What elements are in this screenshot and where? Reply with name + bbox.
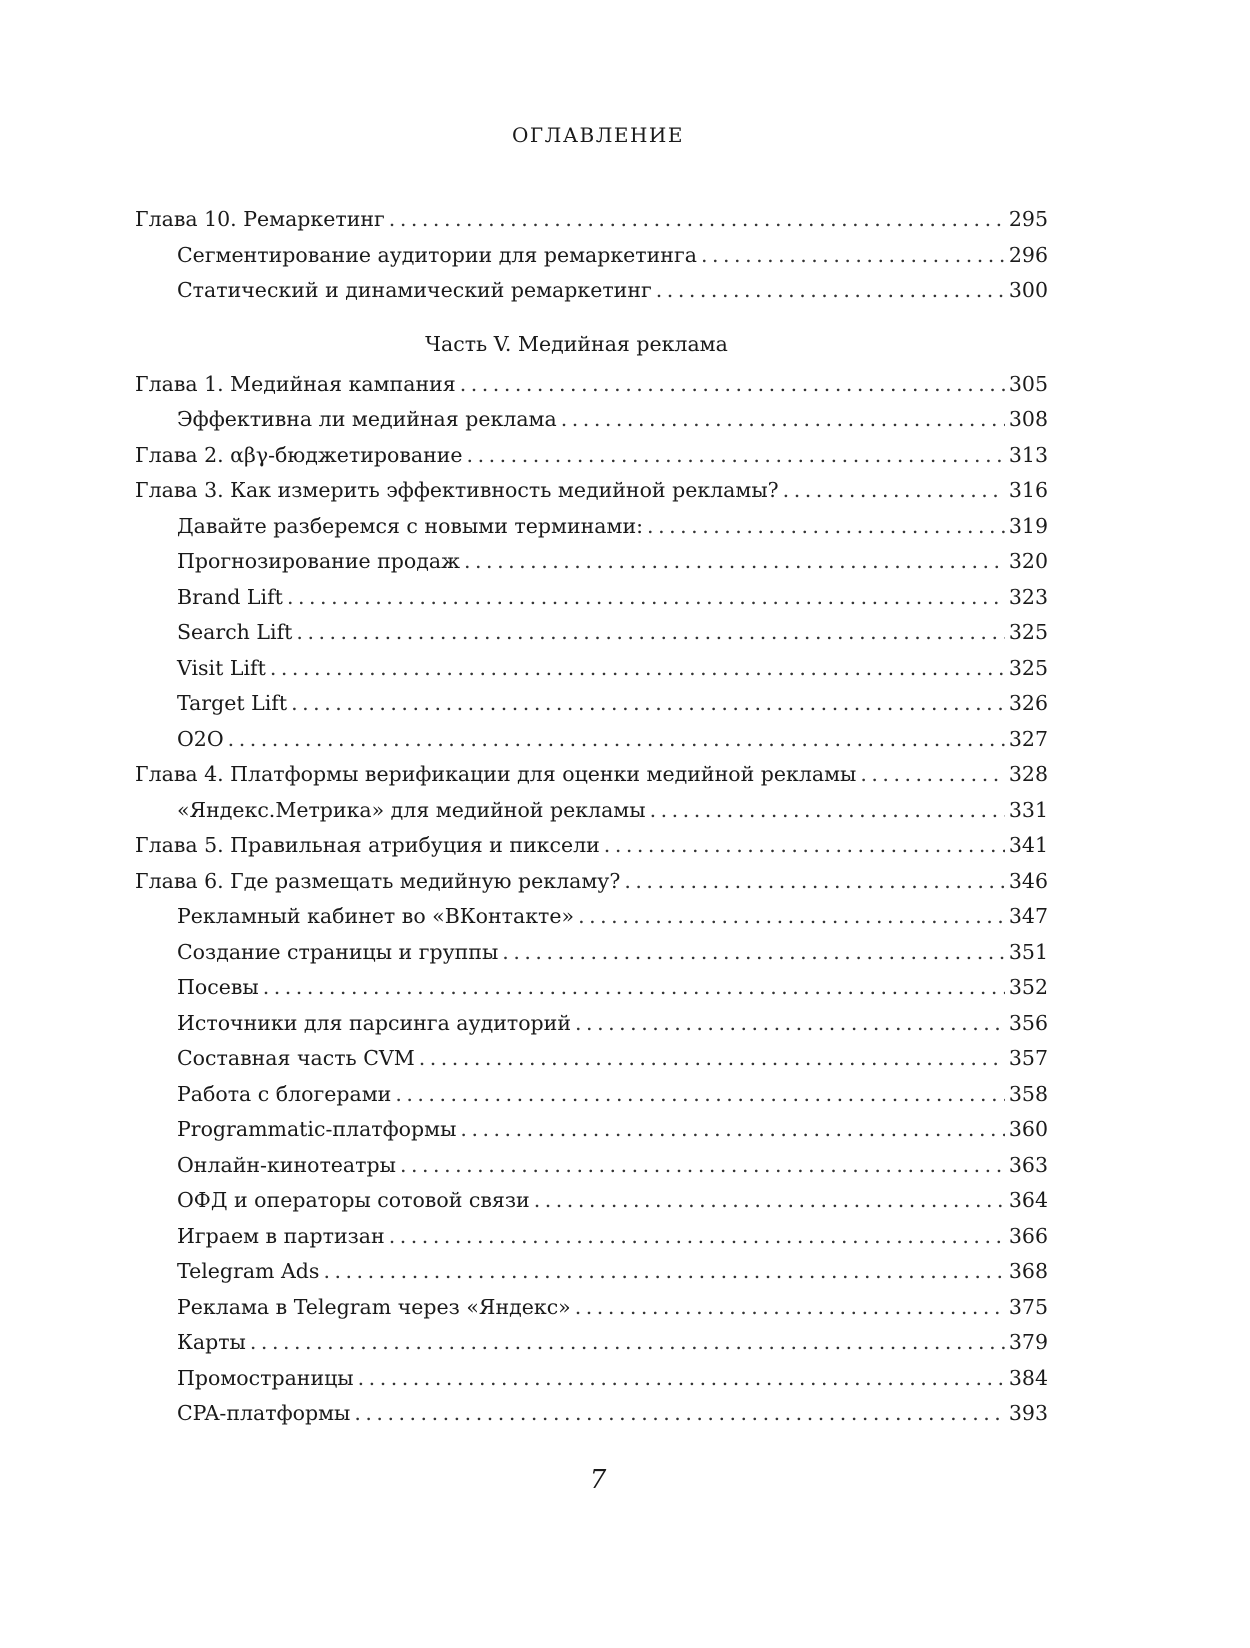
dot-leader	[263, 970, 1005, 1006]
toc-entry-title: Источники для парсинга аудиторий	[177, 1010, 572, 1035]
toc-entry-title: Давайте разберемся с новыми терминами:	[177, 513, 644, 538]
toc-entry-page: 327	[1008, 726, 1048, 751]
dot-leader	[395, 1077, 1005, 1113]
toc-section-entry	[135, 1325, 1048, 1361]
dot-leader	[656, 273, 1005, 309]
dot-leader	[354, 1396, 1005, 1432]
toc-entry-page: 368	[1008, 1259, 1048, 1283]
page-number: 7	[589, 1465, 607, 1495]
toc-entry-title: Глава 4. Платформы верификации для оценки медийной рекламы	[135, 762, 857, 786]
toc-section-entry	[135, 899, 1048, 935]
toc-section-entry	[135, 402, 1048, 438]
toc-entry-title: Эффективна ли медийная реклама	[177, 407, 557, 431]
part-title	[135, 321, 1048, 367]
dot-leader	[270, 651, 1005, 687]
toc-entry-page: 364	[1008, 1188, 1048, 1212]
toc-entry-page: 366	[1008, 1223, 1048, 1248]
dot-leader	[389, 1219, 1005, 1255]
toc-entry-title: Статический и динамический ремаркетинг	[177, 278, 652, 302]
toc-section-entry	[135, 1254, 1048, 1290]
dot-leader	[228, 722, 1005, 758]
toc-entry-title: Рекламный кабинет во «ВКонтакте»	[177, 904, 575, 928]
dot-leader	[250, 1325, 1005, 1361]
toc-entry-page: 351	[1008, 939, 1048, 964]
dot-leader	[701, 238, 1005, 274]
dot-leader	[578, 899, 1005, 935]
toc-entry-title: Карты	[177, 1330, 246, 1354]
toc-section-entry	[135, 615, 1048, 651]
toc-entry-page: 346	[1008, 868, 1048, 893]
toc-entry-page: 325	[1008, 620, 1048, 644]
toc-entry-title: Programmatic-платформы	[177, 1117, 457, 1141]
toc-entry-title: Глава 6. Где размещать медийную рекламу?	[135, 868, 621, 893]
toc-entry-page: 357	[1008, 1046, 1048, 1070]
toc-section-entry	[135, 580, 1048, 616]
toc-entry-page: 379	[1008, 1330, 1048, 1354]
toc-entry-title: Играем в партизан	[177, 1223, 385, 1248]
dot-leader	[575, 1006, 1005, 1042]
toc-entry-title: Visit Lift	[177, 655, 266, 680]
dot-leader	[464, 544, 1005, 580]
dot-leader	[291, 686, 1005, 722]
toc-chapter-entry	[135, 864, 1048, 900]
toc-entry-title: O2O	[177, 726, 224, 751]
dot-leader	[467, 438, 1005, 474]
toc-entry-title: Работа с блогерами	[177, 1081, 392, 1106]
toc-entry-page: 323	[1008, 584, 1048, 609]
toc-entry-title: CPA-платформы	[177, 1401, 351, 1425]
toc-entry-title: Глава 5. Правильная атрибуция и пиксели	[135, 833, 600, 857]
dot-leader	[647, 509, 1005, 545]
toc-entry-title: Brand Lift	[177, 584, 283, 609]
toc-entry-page: 325	[1008, 655, 1048, 680]
toc-entry-page: 384	[1008, 1365, 1048, 1390]
dot-leader	[419, 1041, 1005, 1077]
toc-entry-page: 313	[1008, 442, 1048, 467]
dot-leader	[358, 1361, 1005, 1397]
dot-leader	[575, 1290, 1005, 1326]
dot-leader	[296, 615, 1004, 651]
toc-entry-page: 305	[1008, 371, 1048, 396]
toc-chapter-entry	[135, 438, 1048, 474]
toc-chapter-entry	[135, 473, 1048, 509]
toc-section-entry	[135, 1219, 1048, 1255]
toc-section-entry	[135, 1148, 1048, 1184]
dot-leader	[460, 1112, 1004, 1148]
toc-section-entry	[135, 1361, 1048, 1397]
toc-section-entry	[135, 1077, 1048, 1113]
toc-entry-title: Глава 2. αβγ-бюджетирование	[135, 442, 463, 467]
toc-entry-page: 320	[1008, 549, 1048, 573]
running-title: ОГЛАВЛЕНИЕ	[512, 123, 684, 147]
dot-leader	[400, 1148, 1005, 1184]
toc-section-entry	[135, 1006, 1048, 1042]
toc-entry-title: Прогнозирование продаж	[177, 549, 460, 573]
toc-section-entry	[135, 1112, 1048, 1148]
toc-section-entry	[135, 1183, 1048, 1219]
toc-section-entry	[135, 1041, 1048, 1077]
toc-entry-page: 363	[1008, 1152, 1048, 1177]
toc-entry-page: 300	[1008, 278, 1048, 302]
toc-section-entry	[135, 970, 1048, 1006]
toc-section-entry	[135, 935, 1048, 971]
toc-entry-page: 393	[1008, 1401, 1048, 1425]
toc-section-entry	[135, 651, 1048, 687]
toc-entry-title: Составная часть CVM	[177, 1046, 415, 1070]
dot-leader	[534, 1183, 1005, 1219]
dot-leader	[287, 580, 1005, 616]
dot-leader	[624, 864, 1005, 900]
dot-leader	[460, 367, 1005, 403]
toc-entry-title: Глава 10. Ремаркетинг	[135, 207, 385, 231]
dot-leader	[860, 757, 1005, 793]
toc-chapter-entry	[135, 828, 1048, 864]
dot-leader	[783, 473, 1005, 509]
toc-entry-page: 316	[1008, 478, 1048, 502]
dot-leader	[323, 1254, 1004, 1290]
dot-leader	[389, 202, 1005, 238]
toc-entry-title: ОФД и операторы сотовой связи	[177, 1188, 530, 1212]
dot-leader	[650, 793, 1005, 829]
toc-section-entry	[135, 273, 1048, 309]
toc-entry-page: 356	[1008, 1010, 1048, 1035]
toc-entry-page: 360	[1008, 1117, 1048, 1141]
toc-entry-title: Сегментирование аудитории для ремаркетинга	[177, 242, 697, 267]
toc-chapter-entry	[135, 202, 1048, 238]
toc-section-entry	[135, 686, 1048, 722]
toc-entry-page: 319	[1008, 513, 1048, 538]
toc-entry-title: Target Lift	[177, 691, 288, 715]
toc-section-entry	[135, 238, 1048, 274]
toc-entry-title: Промостраницы	[177, 1365, 354, 1390]
toc-entry-title: Глава 3. Как измерить эффективность медийной рекламы?	[135, 478, 779, 502]
toc-group-part-v	[135, 367, 1048, 1432]
toc-section-entry	[135, 509, 1048, 545]
toc-entry-page: 328	[1008, 762, 1048, 786]
toc-entry-page: 326	[1008, 691, 1048, 715]
toc-entry-page: 347	[1008, 904, 1048, 928]
toc-entry-page: 331	[1008, 797, 1048, 822]
dot-leader	[502, 935, 1005, 971]
toc-section-entry	[135, 1396, 1048, 1432]
toc-section-entry	[135, 544, 1048, 580]
toc-entry-page: 375	[1008, 1294, 1048, 1319]
toc-section-entry	[135, 1290, 1048, 1326]
toc-entry-title: Реклама в Telegram через «Яндекс»	[177, 1294, 571, 1319]
toc-chapter-entry	[135, 757, 1048, 793]
toc-group-part-iv-tail	[135, 202, 1048, 309]
dot-leader	[604, 828, 1005, 864]
toc-entry-page: 358	[1008, 1081, 1048, 1106]
toc-entry-title: Онлайн-кинотеатры	[177, 1152, 396, 1177]
toc-entry-page: 352	[1008, 975, 1048, 999]
toc-entry-page: 295	[1008, 207, 1048, 231]
toc-entry-title: Создание страницы и группы	[177, 939, 499, 964]
toc-entry-title: Telegram Ads	[177, 1259, 320, 1283]
part-title-text: Часть V. Медийная реклама	[425, 331, 728, 356]
toc-section-entry	[135, 793, 1048, 829]
toc-entry-title: «Яндекс.Метрика» для медийной рекламы	[177, 797, 646, 822]
toc-entry-title: Search Lift	[177, 620, 293, 644]
toc-entry-title: Посевы	[177, 975, 259, 999]
toc-entry-page: 308	[1008, 407, 1048, 431]
toc-section-entry	[135, 722, 1048, 758]
toc-entry-page: 296	[1008, 242, 1048, 267]
dot-leader	[561, 402, 1005, 438]
toc-chapter-entry	[135, 367, 1048, 403]
table-of-contents	[135, 202, 1048, 1432]
toc-entry-title: Глава 1. Медийная кампания	[135, 371, 456, 396]
toc-entry-page: 341	[1008, 833, 1048, 857]
